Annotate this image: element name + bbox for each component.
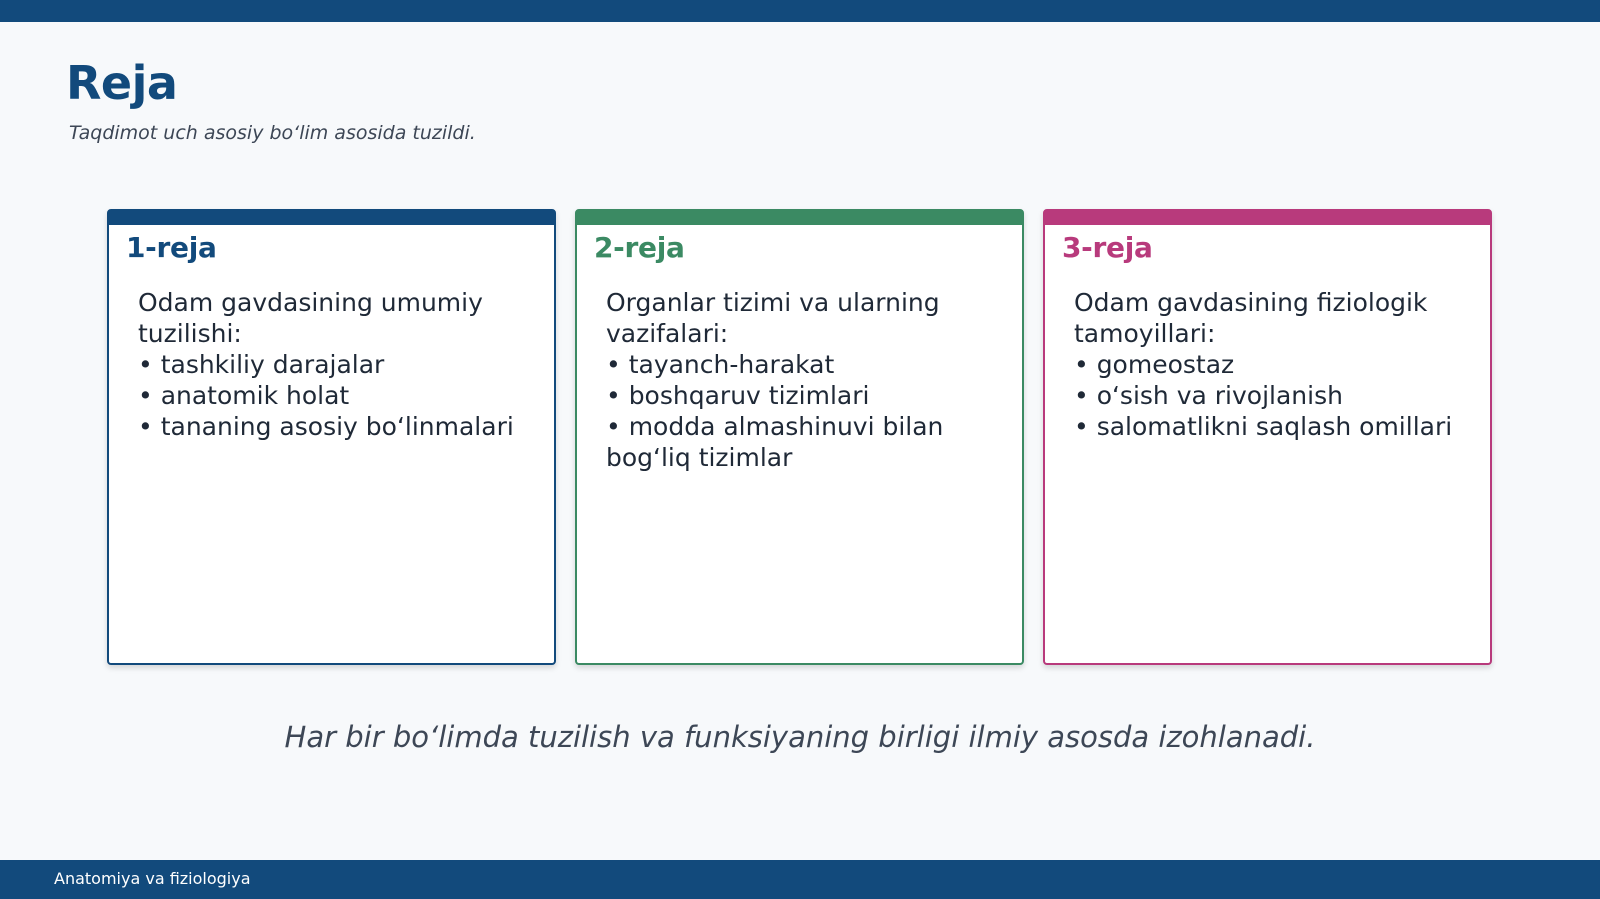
- plan-bullet: • salomatlikni saqlash omillari: [1074, 412, 1453, 441]
- footer-bar: [0, 860, 1600, 899]
- plan-bullet: • gomeostaz: [1074, 350, 1235, 379]
- plan-card-3: [1043, 209, 1492, 665]
- plan-card-title: 1-reja: [126, 231, 217, 264]
- closing-note: Har bir bo‘limda tuzilish va funksiyaning birligi ilmiy asosda izohlanadi.: [284, 720, 1316, 754]
- slide-subtitle: Taqdimot uch asosiy bo‘lim asosida tuzildi.: [69, 122, 476, 144]
- plan-bullet: • tashkiliy darajalar: [138, 350, 385, 379]
- plan-bullet: • o‘sish va rivojlanish: [1074, 381, 1343, 410]
- plan-card-title: 2-reja: [594, 231, 685, 264]
- top-accent-bar: [0, 0, 1600, 22]
- plan-card-lead: Odam gavdasining fiziologik tamoyillari:: [1074, 288, 1428, 348]
- plan-card-title: 3-reja: [1062, 231, 1153, 264]
- plan-card-body: [1074, 287, 1474, 442]
- plan-bullet: • tananing asosiy bo‘linmalari: [138, 412, 514, 441]
- slide-title: Reja: [66, 56, 178, 110]
- plan-card-1: [107, 209, 556, 665]
- plan-bullet: • tayanch-harakat: [606, 350, 835, 379]
- footer-course-name: Anatomiya va fiziologiya: [54, 869, 251, 888]
- plan-card-body: [138, 287, 538, 442]
- plan-bullet: • modda almashinuvi bilan bog‘liq tizimlar: [606, 412, 944, 472]
- plan-card-2: [575, 209, 1024, 665]
- plan-card-lead: Organlar tizimi va ularning vazifalari:: [606, 288, 940, 348]
- plan-bullet: • anatomik holat: [138, 381, 350, 410]
- plan-card-body: [606, 287, 1006, 473]
- plan-bullet: • boshqaruv tizimlari: [606, 381, 870, 410]
- plan-card-lead: Odam gavdasining umumiy tuzilishi:: [138, 288, 483, 348]
